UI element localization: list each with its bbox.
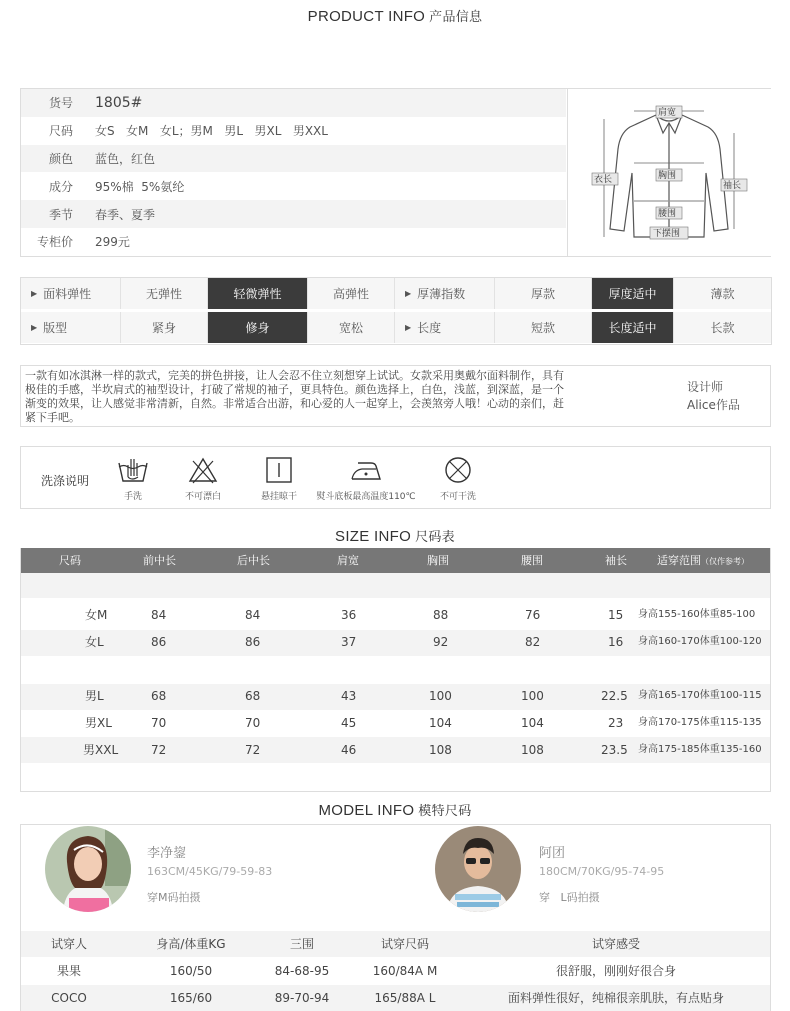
- size-col-header: 前中长: [143, 554, 176, 567]
- product-info-rows: [21, 89, 566, 256]
- row-label: 成分: [48, 179, 73, 194]
- attr-option-selected: 轻微弹性: [208, 278, 308, 309]
- fit-col-header: 试穿人: [50, 937, 87, 951]
- size-cell: 88: [433, 608, 449, 622]
- attr-option: 紧身: [121, 312, 208, 343]
- diagram-label-sleeve: 袖长: [723, 181, 742, 191]
- size-cell: 男L: [85, 689, 104, 703]
- size-col-header: 尺码: [59, 554, 81, 567]
- attr-option: 无弹性: [121, 278, 208, 309]
- attribute-grid: [20, 277, 772, 345]
- table-row: [21, 629, 770, 655]
- no-bleach-icon: [188, 455, 218, 485]
- designer-label: 设计师: [687, 380, 724, 394]
- size-cell: 43: [341, 689, 357, 703]
- product-info-title: [0, 6, 790, 25]
- size-cell: 104: [521, 716, 544, 730]
- model-info-title-en: MODEL INFO: [318, 802, 415, 819]
- size-info-title: [0, 526, 790, 545]
- fit-cell: 160/84A M: [372, 964, 438, 978]
- fit-col-header: 试穿感受: [591, 937, 640, 951]
- attr-option: 长款: [674, 312, 771, 343]
- hang-dry-icon: [264, 455, 294, 485]
- attr-label-thickness: ▶ 厚薄指数: [395, 278, 495, 309]
- row-value: 春季、夏季: [95, 207, 156, 222]
- table-row: [21, 683, 770, 709]
- fit-cell: 面料弹性很好，纯棉很亲肌肤，有点贴身: [507, 991, 724, 1005]
- garment-sketch-icon: [568, 89, 771, 256]
- size-cell: 45: [341, 716, 357, 730]
- attr-option: 薄款: [674, 278, 771, 309]
- size-cell: 72: [151, 743, 167, 757]
- size-cell: 22.5: [601, 689, 628, 703]
- fit-cell: COCO: [51, 991, 87, 1005]
- size-cell: 身高155-160体重85-100: [638, 609, 756, 620]
- product-info-row: [21, 228, 566, 256]
- fit-cell: 果果: [56, 964, 81, 978]
- model-stats: 180CM/70KG/95-74-95: [539, 865, 665, 878]
- row-label: 尺码: [48, 124, 73, 139]
- male-model-photo: [435, 826, 521, 912]
- attr-option-selected: 长度适中: [592, 312, 674, 343]
- wash-label: 悬挂晾干: [260, 492, 297, 502]
- model-name: 李净鋆: [147, 846, 187, 861]
- size-cell: 104: [429, 716, 452, 730]
- product-info-row: [21, 117, 566, 145]
- size-cell: 68: [151, 689, 167, 703]
- description-box: [20, 365, 771, 427]
- product-info-row: [21, 89, 566, 117]
- wash-label: 熨斗底板最高温度110℃: [316, 492, 416, 502]
- size-cell: 76: [525, 608, 541, 622]
- diagram-label-length: 衣长: [594, 175, 613, 185]
- attr-label-length: ▶ 长度: [395, 312, 495, 343]
- attr-label-elasticity: ▶ 面料弹性: [21, 278, 121, 309]
- wash-item: [433, 455, 483, 502]
- size-cell: 70: [245, 716, 261, 730]
- fitting-table-header: [21, 931, 770, 957]
- model-info-box: [20, 824, 771, 1011]
- avatar: [435, 826, 521, 912]
- size-cell: 108: [521, 743, 544, 757]
- size-table-header: [21, 548, 770, 573]
- product-info-row: [21, 172, 566, 200]
- size-col-header: 肩宽: [337, 554, 359, 567]
- size-cell: 86: [151, 635, 167, 649]
- model-note: 穿M码拍摄: [147, 891, 201, 904]
- product-info-title-zh: 产品信息: [429, 10, 483, 25]
- attr-option: 高弹性: [308, 278, 395, 309]
- product-info-box: [20, 88, 771, 257]
- size-cell: 86: [245, 635, 261, 649]
- wash-item: [311, 455, 421, 502]
- fit-cell: 160/50: [169, 964, 213, 978]
- attr-option: 厚款: [495, 278, 592, 309]
- designer-name: Alice作品: [687, 398, 740, 412]
- table-row: [21, 985, 770, 1011]
- row-value: 95%棉 5%氨纶: [95, 179, 185, 194]
- no-dry-clean-icon: [443, 455, 473, 485]
- size-cell: 身高175-185体重135-160: [638, 744, 762, 755]
- size-cell: 23: [608, 716, 624, 730]
- female-model-photo: [45, 826, 131, 912]
- size-info-title-zh: 尺码表: [415, 530, 455, 545]
- wash-label: 不可漂白: [184, 492, 221, 502]
- washing-instructions: [20, 446, 771, 509]
- size-cell: 16: [608, 635, 624, 649]
- size-cell: 23.5: [601, 743, 628, 757]
- fit-cell: 165/88A L: [374, 991, 436, 1005]
- size-cell: 身高165-170体重100-115: [638, 690, 762, 701]
- wash-item: [251, 455, 307, 502]
- iron-icon: [348, 455, 384, 485]
- wash-label: 手洗: [123, 492, 142, 502]
- garment-measurement-diagram: [567, 89, 771, 256]
- description-line: 一款有如冰淇淋一样的款式，完美的拼色拼接，让人会忍不住立刻想穿上试试。女款采用奥戴尔面料制作，具有: [25, 369, 564, 382]
- fit-cell: 89-70-94: [274, 991, 330, 1005]
- table-row: [21, 602, 770, 628]
- size-cell: 100: [521, 689, 544, 703]
- row-value: 1805#: [95, 94, 143, 111]
- diagram-label-hem: 下摆围: [653, 229, 681, 239]
- model-name: 阿团: [539, 846, 566, 861]
- size-col-header: 胸围: [427, 554, 449, 567]
- description-line: 紧下手吧。: [25, 411, 80, 424]
- description-text: [25, 369, 631, 425]
- hand-wash-icon: [116, 455, 150, 485]
- size-cell: 46: [341, 743, 357, 757]
- size-cell: 108: [429, 743, 452, 757]
- model-note: 穿 L码拍摄: [539, 891, 600, 904]
- size-cell: 82: [525, 635, 541, 649]
- attr-option-selected: 厚度适中: [592, 278, 674, 309]
- size-cell: 70: [151, 716, 167, 730]
- table-row: [21, 737, 770, 763]
- diagram-label-waist: 腰围: [658, 209, 677, 219]
- attr-option: 宽松: [308, 312, 395, 343]
- row-label: 专柜价: [36, 235, 73, 250]
- table-row: [21, 958, 770, 984]
- row-label: 季节: [48, 207, 73, 222]
- size-cell: 身高170-175体重115-135: [638, 717, 762, 728]
- size-cell: 100: [429, 689, 452, 703]
- fit-cell: 165/60: [169, 991, 213, 1005]
- wash-label: 不可干洗: [439, 492, 476, 502]
- size-cell: 84: [245, 608, 261, 622]
- fit-col-header: 试穿尺码: [380, 937, 429, 951]
- wash-item: [113, 455, 153, 502]
- size-cell: 15: [608, 608, 624, 622]
- fit-cell: 84-68-95: [274, 964, 330, 978]
- size-cell: 84: [151, 608, 167, 622]
- row-value: 299元: [95, 235, 130, 250]
- row-label: 颜色: [48, 151, 73, 166]
- size-cell: 女L: [85, 635, 104, 649]
- model-stats: 163CM/45KG/79-59-83: [147, 865, 273, 878]
- size-cell: 身高160-170体重100-120: [638, 636, 762, 647]
- table-stripe: [21, 573, 770, 598]
- diagram-label-chest: 胸围: [658, 171, 677, 181]
- size-cell: 36: [341, 608, 357, 622]
- size-cell: 女M: [85, 608, 108, 622]
- size-col-header: 腰围: [521, 554, 543, 567]
- size-col-header: 后中长: [237, 554, 270, 567]
- row-value: 女S 女M 女L；男M 男L 男XL 男XXL: [95, 124, 328, 139]
- fit-col-header: 身高/体重KG: [156, 937, 226, 951]
- size-cell: 男XL: [85, 716, 112, 730]
- attr-label-fit: ▶ 版型: [21, 312, 121, 343]
- fit-col-header: 三围: [289, 937, 314, 951]
- fit-cell: 很舒服，刚刚好很合身: [555, 964, 676, 978]
- product-info-title-en: PRODUCT INFO: [307, 8, 426, 25]
- product-info-row: [21, 145, 566, 173]
- size-table: [20, 548, 771, 792]
- attr-option-selected: 修身: [208, 312, 308, 343]
- model-info-title-zh: 模特尺码: [418, 804, 472, 819]
- row-label: 货号: [48, 96, 73, 111]
- designer-credit: [687, 378, 740, 414]
- size-cell: 68: [245, 689, 261, 703]
- size-cell: 37: [341, 635, 357, 649]
- product-info-row: [21, 200, 566, 228]
- size-info-title-en: SIZE INFO: [335, 528, 412, 545]
- avatar: [45, 826, 131, 912]
- fit-note: （仅作参考）: [701, 557, 749, 566]
- washing-title: 洗涤说明: [41, 474, 90, 488]
- row-value: 蓝色，红色: [95, 151, 156, 166]
- size-cell: 92: [433, 635, 449, 649]
- size-col-header: 袖长: [605, 554, 627, 567]
- size-cell: 男XXL: [83, 743, 119, 757]
- description-line: 渐变的效果，让人感觉非常清新，自然。非常适合出游，和心爱的人一起穿上，会羡煞旁人哦！心动的亲们，赶: [25, 397, 564, 410]
- size-col-header-fit: 适穿范围（仅作参考）: [657, 554, 749, 567]
- description-line: 极佳的手感，半坎肩式的袖型设计，打破了常规的袖子，更具特色。颜色选择上，白色，浅蓝，到深蓝，是一个: [25, 383, 564, 396]
- model-info-title: [0, 800, 790, 819]
- attr-option: 短款: [495, 312, 592, 343]
- table-row: [21, 710, 770, 736]
- diagram-label-shoulder: 肩宽: [658, 108, 677, 118]
- size-cell: 72: [245, 743, 261, 757]
- wash-item: [175, 455, 231, 502]
